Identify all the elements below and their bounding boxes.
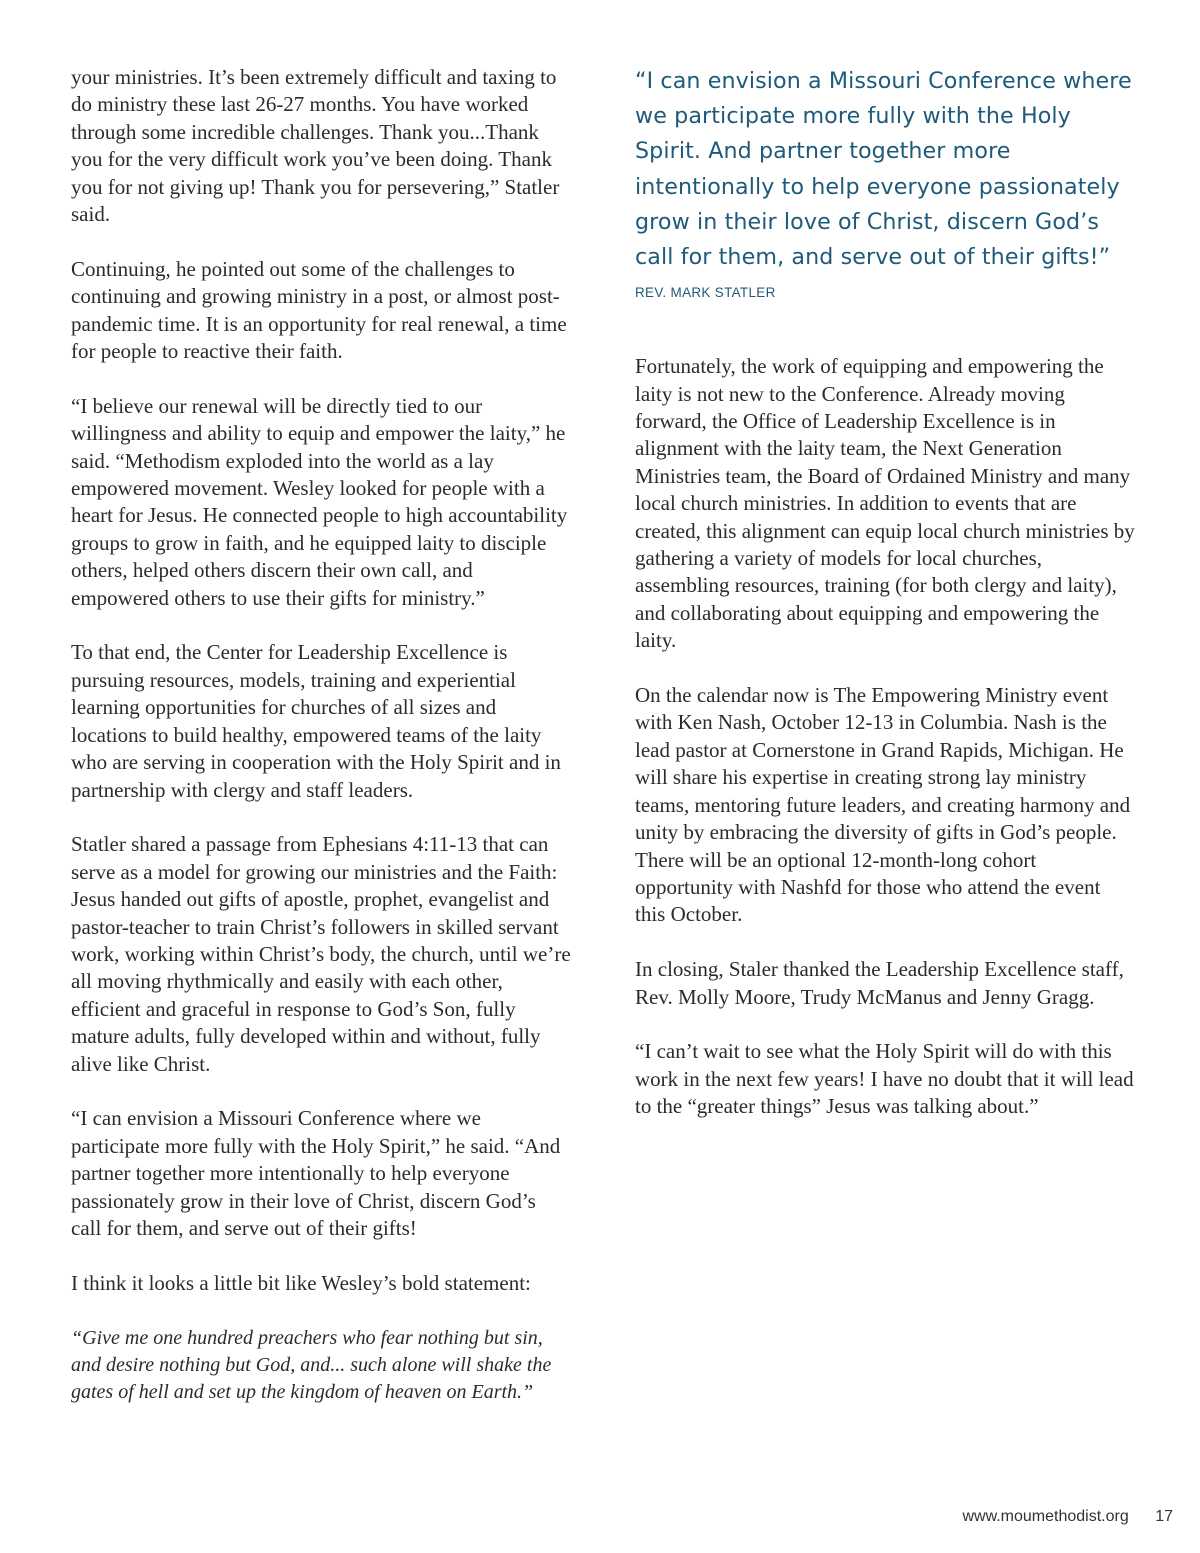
page-number: 17: [1155, 1508, 1173, 1525]
pull-quote: “I can envision a Missouri Conference where we participate more fully with the Holy Spirit. And partner together more intentionally to help everyone passionately grow in their love of Christ, discern God’s call for them, and serve out of their gifts!”: [635, 68, 1132, 271]
body-paragraph: In closing, Staler thanked the Leadership Excellence staff, Rev. Molly Moore, Trudy McManus and Jenny Gragg.: [635, 957, 1124, 1009]
body-paragraph: Continuing, he pointed out some of the challenges to continuing and growing ministry in a post, or almost post-pandemic time. It is an opportunity for real renewal, a time for people to reactive their faith.: [71, 256, 567, 364]
footer-url[interactable]: www.moumethodist.org: [962, 1508, 1129, 1525]
body-paragraph: Statler shared a passage from Ephesians 4:11-13 that can serve as a model for growing our ministries and the Faith: Jesus handed out gifts of apostle, prophet, evangelist and pastor-teacher to train Christ’s followers in skilled servant work, working within Christ’s body, the church, until we’re all moving rhythmically and easily with each other, efficient and graceful in response to God’s Son, fully mature adults, fully developed within and without, fully alive like Christ.: [71, 832, 571, 1076]
pull-quote-attribution: REV. MARK STATLER: [635, 285, 776, 301]
right-column: [635, 64, 1135, 1148]
body-paragraph: “I believe our renewal will be directly tied to our willingness and ability to equip and empower the laity,” he said. “Methodism exploded into the world as a lay empowered movement. Wesley looked for people with a heart for Jesus. He connected people to high accountability groups to grow in faith, and he equipped laity to disciple others, helped others discern their own call, and empowered others to use their gifts for ministry.”: [71, 393, 568, 610]
page-footer: [962, 1508, 1173, 1526]
body-paragraph: Fortunately, the work of equipping and empowering the laity is not new to the Conference. Already moving forward, the Office of Leadership Excellence is in alignment with the laity team, the Next Generation Ministries team, the Board of Ordained Ministry and many local church ministries. In addition to events that are created, this alignment can equip local church ministries by gathering a variety of models for local churches, assembling resources, training (for both clergy and laity), and collaborating about equipping and empowering the laity.: [635, 354, 1135, 653]
wesley-quote: “Give me one hundred preachers who fear nothing but sin, and desire nothing but God, and... such alone will shake the gates of hell and set up the kingdom of heaven on Earth.”: [71, 1326, 552, 1404]
body-paragraph: your ministries. It’s been extremely difficult and taxing to do ministry these last 26-27 months. You have worked through some incredible challenges. Thank you...Thank you for the very difficult work you’ve been doing. Thank you for not giving up! Thank you for persevering,” Statler said.: [71, 65, 560, 227]
body-paragraph: “I can envision a Missouri Conference where we participate more fully with the Holy Spirit,” he said. “And partner together more intentionally to help everyone passionately grow in their love of Christ, discern God’s call for them, and serve out of their gifts!: [71, 1106, 561, 1240]
body-paragraph: I think it looks a little bit like Wesley’s bold statement:: [71, 1270, 531, 1295]
body-paragraph: On the calendar now is The Empowering Ministry event with Ken Nash, October 12-13 in Columbia. Nash is the lead pastor at Cornerstone in Grand Rapids, Michigan. He will share his expertise in creating strong lay ministry teams, mentoring future leaders, and creating harmony and unity by embracing the diversity of gifts in God’s people. There will be an optional 12-month-long cohort opportunity with Nashfd for those who attend the event this October.: [635, 683, 1131, 927]
body-paragraph: To that end, the Center for Leadership Excellence is pursuing resources, models, training and experiential learning opportunities for churches of all sizes and locations to build healthy, empowered teams of the laity who are serving in cooperation with the Holy Spirit and in partnership with clergy and staff leaders.: [71, 640, 561, 802]
left-column: [71, 64, 571, 1434]
body-paragraph: “I can’t wait to see what the Holy Spirit will do with this work in the next few years! I have no doubt that it will lead to the “greater things” Jesus was talking about.”: [635, 1039, 1134, 1119]
